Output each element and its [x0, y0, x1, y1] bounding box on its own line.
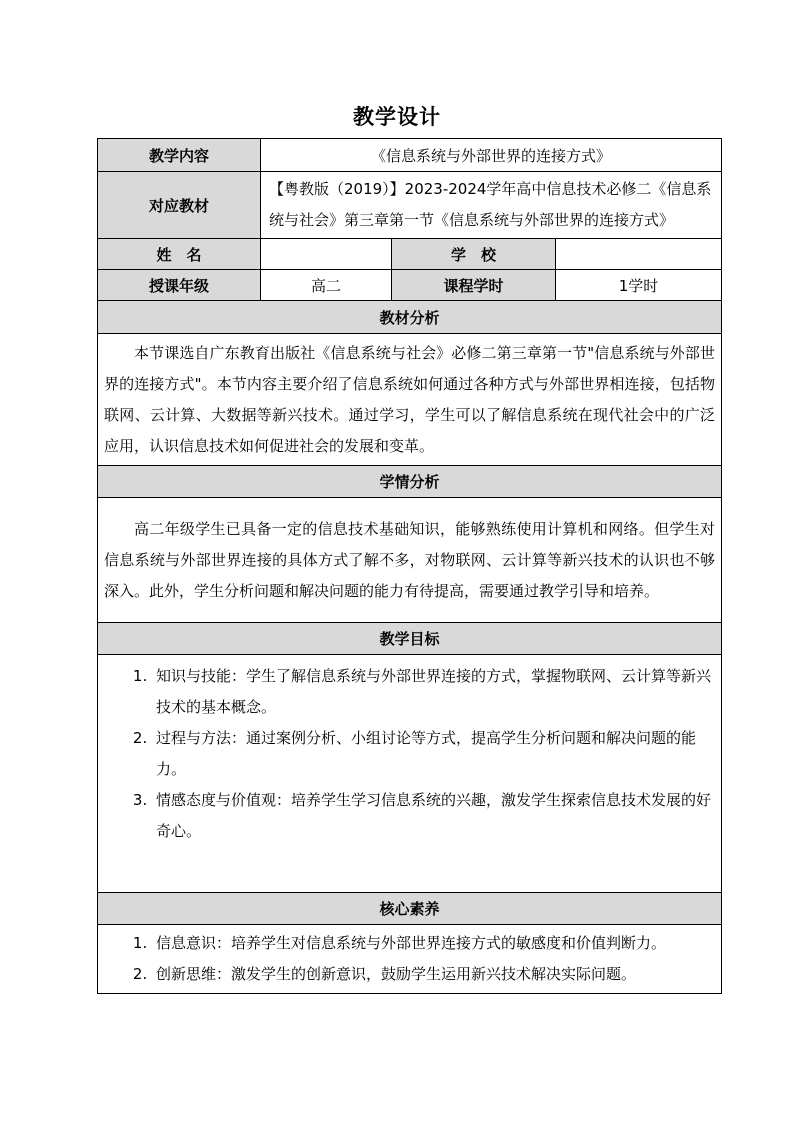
row-core-heading: [98, 893, 722, 925]
hours-value: 1学时: [556, 270, 722, 301]
textbook-label: 对应教材: [98, 172, 261, 239]
row-name-school: [98, 239, 722, 270]
row-textbook: [98, 172, 722, 239]
row-textbook-analysis-heading: [98, 301, 722, 334]
goals-list: [98, 655, 721, 847]
row-core-body: [98, 925, 722, 994]
textbook-value: 【粤教版（2019）】2023-2024学年高中信息技术必修二《信息系统与社会》第三章第一节《信息系统与外部世界的连接方式》: [261, 172, 722, 239]
row-content: [98, 139, 722, 172]
goals-cell: [98, 655, 722, 893]
school-label: 学 校: [392, 239, 556, 270]
textbook-analysis-heading: 教材分析: [98, 301, 722, 334]
core-cell: [98, 925, 722, 994]
student-analysis-heading: 学情分析: [98, 466, 722, 498]
goals-heading: 教学目标: [98, 623, 722, 655]
row-textbook-analysis-body: [98, 334, 722, 466]
grade-value: 高二: [261, 270, 392, 301]
lesson-plan-table: [97, 138, 722, 994]
row-student-analysis-heading: [98, 466, 722, 498]
row-student-analysis-body: [98, 498, 722, 623]
goal-item: 2. 过程与方法：通过案例分析、小组讨论等方式，提高学生分析问题和解决问题的能力。: [152, 723, 713, 785]
core-list: [98, 925, 721, 993]
hours-label: 课程学时: [392, 270, 556, 301]
grade-label: 授课年级: [98, 270, 261, 301]
core-item: 2. 创新思维：激发学生的创新意识，鼓励学生运用新兴技术解决实际问题。: [152, 959, 717, 990]
core-item: 1. 信息意识：培养学生对信息系统与外部世界连接方式的敏感度和价值判断力。: [152, 928, 717, 959]
content-label: 教学内容: [98, 139, 261, 172]
textbook-analysis-text: 本节课选自广东教育出版社《信息系统与社会》必修二第三章第一节"信息系统与外部世界的连接方式"。本节内容主要介绍了信息系统如何通过各种方式与外部世界相连接，包括物联网、云计算、大数据等新兴技术。通过学习，学生可以了解信息系统在现代社会中的广泛应用，认识信息技术如何促进社会的发展和变革。: [98, 334, 722, 466]
student-analysis-text: 高二年级学生已具备一定的信息技术基础知识，能够熟练使用计算机和网络。但学生对信息系统与外部世界连接的具体方式了解不多，对物联网、云计算等新兴技术的认识也不够深入。此外，学生分析问题和解决问题的能力有待提高，需要通过教学引导和培养。: [98, 498, 722, 623]
school-value: [556, 239, 722, 270]
row-goals-heading: [98, 623, 722, 655]
row-goals-body: [98, 655, 722, 893]
row-grade-hours: [98, 270, 722, 301]
core-heading: 核心素养: [98, 893, 722, 925]
goal-item: 1. 知识与技能：学生了解信息系统与外部世界连接的方式，掌握物联网、云计算等新兴技术的基本概念。: [152, 661, 713, 723]
goal-item: 3. 情感态度与价值观：培养学生学习信息系统的兴趣，激发学生探索信息技术发展的好奇心。: [152, 785, 713, 847]
name-label: 姓 名: [98, 239, 261, 270]
name-value: [261, 239, 392, 270]
document-title: 教学设计: [353, 105, 441, 129]
content-value: 《信息系统与外部世界的连接方式》: [261, 139, 722, 172]
